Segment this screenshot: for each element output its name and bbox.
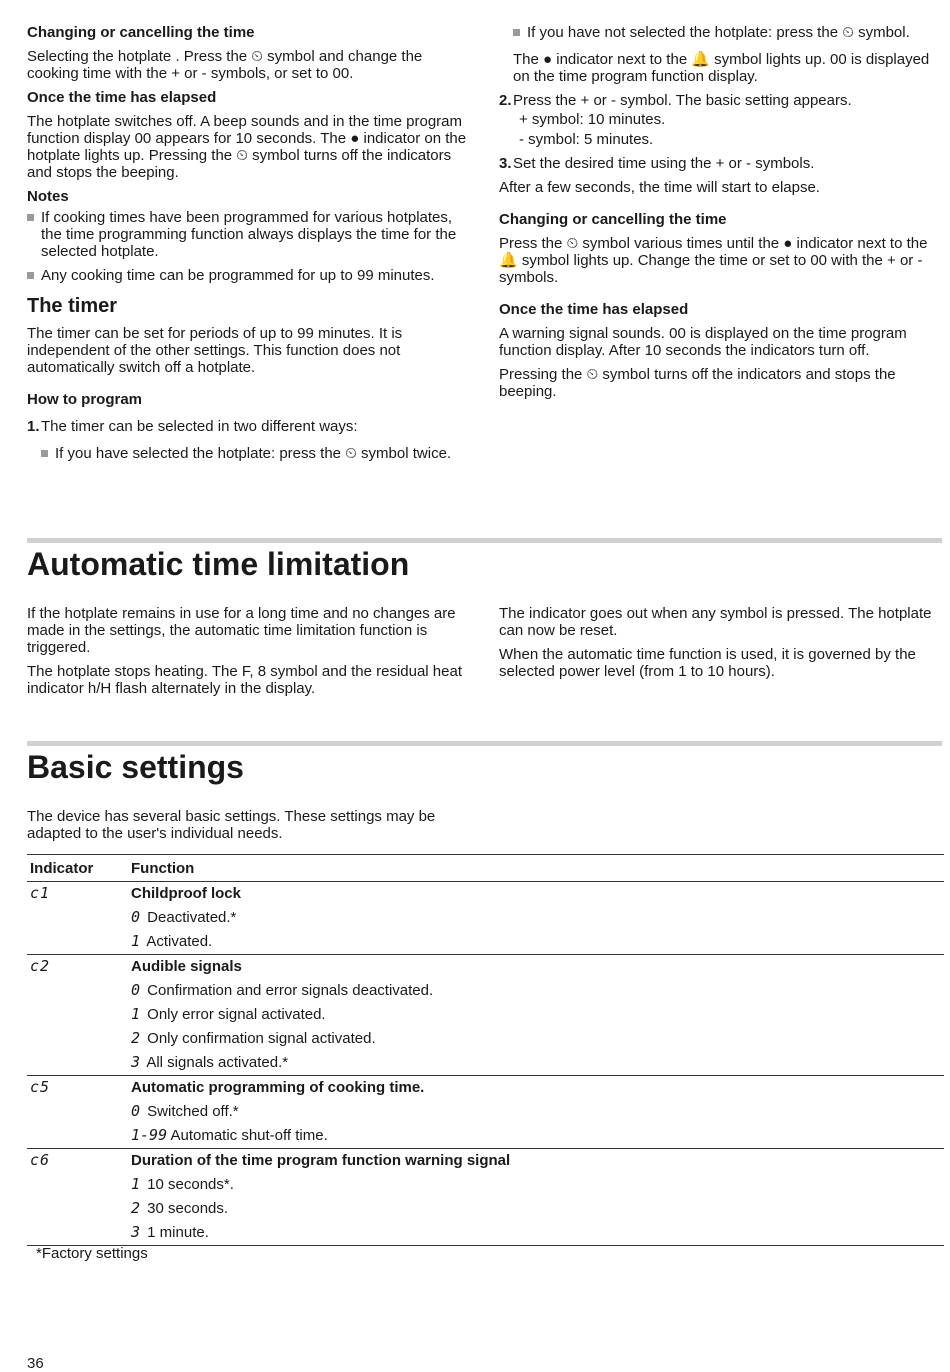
table-row (27, 1173, 944, 1197)
function-name: Childproof lock (131, 885, 241, 902)
step-number: 3. (499, 155, 512, 172)
option-code: 1 (131, 1005, 141, 1023)
paragraph-time-elapsed: The hotplate switches off. A beep sounds and in the time program function display 00 appears for 10 seconds. The ● indicator on the hotplate lights up. Pressing the ⏲ symbol turns off the indicators and stops the beeping. (27, 113, 467, 181)
heading-automatic-time-limitation: Automatic time limitation (27, 546, 410, 582)
basic-settings-table (27, 854, 944, 1246)
option-code: 1-99 (131, 1126, 168, 1144)
section-divider (27, 538, 942, 543)
paragraph-timer-elapsed-2: Pressing the ⏲ symbol turns off the indicators and stops the beeping. (499, 366, 896, 400)
indicator-code: c2 (30, 957, 51, 975)
atl-paragraph-1: If the hotplate remains in use for a long time and no changes are made in the settings, the automatic time limitation function is triggered. (27, 605, 456, 656)
heading-basic-settings: Basic settings (27, 749, 244, 785)
atl-right (499, 605, 941, 687)
note-item: If cooking times have been programmed for various hotplates, the time programming function always displays the time for the selected hotplate. (27, 209, 467, 260)
option-code: 2 (131, 1029, 141, 1047)
footnote-factory-settings: *Factory settings (36, 1245, 148, 1262)
option-text: Automatic shut-off time. (170, 1127, 328, 1144)
step-text: Set the desired time using the + or - symbols. (513, 155, 815, 172)
option-code: 3 (131, 1223, 141, 1241)
paragraph-indicator-lights: The ● indicator next to the 🔔 symbol lights up. 00 is displayed on the time program function display. (513, 51, 930, 85)
section-divider (27, 741, 942, 746)
table-row (27, 1076, 944, 1101)
table-row (27, 1221, 944, 1246)
option-text: Only error signal activated. (147, 1006, 326, 1023)
heading-timer-elapsed: Once the time has elapsed (499, 301, 689, 318)
table-row (27, 1197, 944, 1221)
heading-how-to-program: How to program (27, 391, 142, 408)
paragraph-timer: The timer can be set for periods of up to 99 minutes. It is independent of the other settings. This function does not automatically switch off a hotplate. (27, 325, 403, 376)
heading-changing-time-timer: Changing or cancelling the time (499, 211, 727, 228)
atl-left (27, 605, 467, 704)
option-code: 2 (131, 1199, 141, 1217)
option-text: 30 seconds. (147, 1200, 229, 1217)
basic-intro-text: The device has several basic settings. These settings may be adapted to the user's individual needs. (27, 808, 436, 842)
atl-paragraph-4: When the automatic time function is used, it is governed by the selected power level (from 1 to 10 hours). (499, 646, 916, 680)
table-row (27, 1027, 944, 1051)
bullet-hotplate-selected: If you have selected the hotplate: press the ⏲ symbol twice. (41, 445, 467, 462)
indicator-code: c5 (30, 1078, 51, 1096)
heading-notes: Notes (27, 188, 69, 205)
table-row (27, 1003, 944, 1027)
step-text: The timer can be selected in two different ways: (41, 418, 358, 435)
option-code: 0 (131, 981, 141, 999)
table-row (27, 1124, 944, 1149)
table-row (27, 1149, 944, 1174)
option-code: 0 (131, 908, 141, 926)
header-indicator: Indicator (27, 855, 128, 882)
option-text: 10 seconds*. (147, 1176, 234, 1193)
step-2-plus: + symbol: 10 minutes. (519, 111, 666, 128)
function-name: Duration of the time program function warning signal (131, 1152, 511, 1169)
step-number: 1. (27, 418, 40, 435)
note-item: Any cooking time can be programmed for up to 99 minutes. (27, 267, 467, 284)
option-text: Only confirmation signal activated. (147, 1030, 376, 1047)
option-code: 1 (131, 932, 141, 950)
table-row (27, 979, 944, 1003)
table-row (27, 906, 944, 930)
step-text: Press the + or - symbol. The basic setting appears. (513, 92, 852, 109)
option-text: Deactivated.* (147, 909, 237, 926)
paragraph-changing-time-timer: Press the ⏲ symbol various times until the ● indicator next to the 🔔 symbol lights up. Change the time or set to 00 with the + or - symbols. (499, 235, 928, 286)
table-header-row (27, 855, 944, 882)
option-text: Activated. (146, 933, 213, 950)
table-row (27, 882, 944, 907)
bullet-hotplate-not-selected: If you have not selected the hotplate: press the ⏲ symbol. (513, 24, 941, 41)
table-row (27, 955, 944, 980)
paragraph-after-seconds: After a few seconds, the time will start to elapse. (499, 179, 820, 196)
atl-paragraph-2: The hotplate stops heating. The F, 8 symbol and the residual heat indicator h/H flash alternately in the display. (27, 663, 462, 697)
step-number: 2. (499, 92, 512, 109)
atl-paragraph-3: The indicator goes out when any symbol is pressed. The hotplate can now be reset. (499, 605, 932, 639)
page-number: 36 (27, 1355, 44, 1372)
option-code: 1 (131, 1175, 141, 1193)
right-column (499, 24, 941, 407)
paragraph-changing-time: Selecting the hotplate . Press the ⏲ symbol and change the cooking time with the + or - symbols, or set to 00. (27, 48, 423, 82)
table-row (27, 1051, 944, 1076)
function-name: Audible signals (131, 958, 242, 975)
basic-intro (27, 808, 467, 849)
heading-the-timer: The timer (27, 295, 118, 317)
header-function: Function (128, 855, 944, 882)
indicator-code: c6 (30, 1151, 51, 1169)
paragraph-timer-elapsed-1: A warning signal sounds. 00 is displayed on the time program function display. After 10 seconds the indicators turn off. (499, 325, 907, 359)
option-code: 0 (131, 1102, 141, 1120)
step-3 (499, 155, 941, 172)
heading-changing-time: Changing or cancelling the time (27, 24, 255, 41)
left-column (27, 24, 467, 469)
indicator-code: c1 (30, 884, 51, 902)
option-text: All signals activated.* (146, 1054, 289, 1071)
function-name: Automatic programming of cooking time. (131, 1079, 425, 1096)
option-text: Switched off.* (147, 1103, 239, 1120)
table-row (27, 930, 944, 955)
step-1 (27, 418, 467, 435)
step-2 (499, 92, 941, 109)
option-text: 1 minute. (147, 1224, 209, 1241)
step-2-minus: - symbol: 5 minutes. (519, 131, 654, 148)
heading-time-elapsed: Once the time has elapsed (27, 89, 217, 106)
option-text: Confirmation and error signals deactivated. (147, 982, 434, 999)
table-row (27, 1100, 944, 1124)
option-code: 3 (131, 1053, 141, 1071)
